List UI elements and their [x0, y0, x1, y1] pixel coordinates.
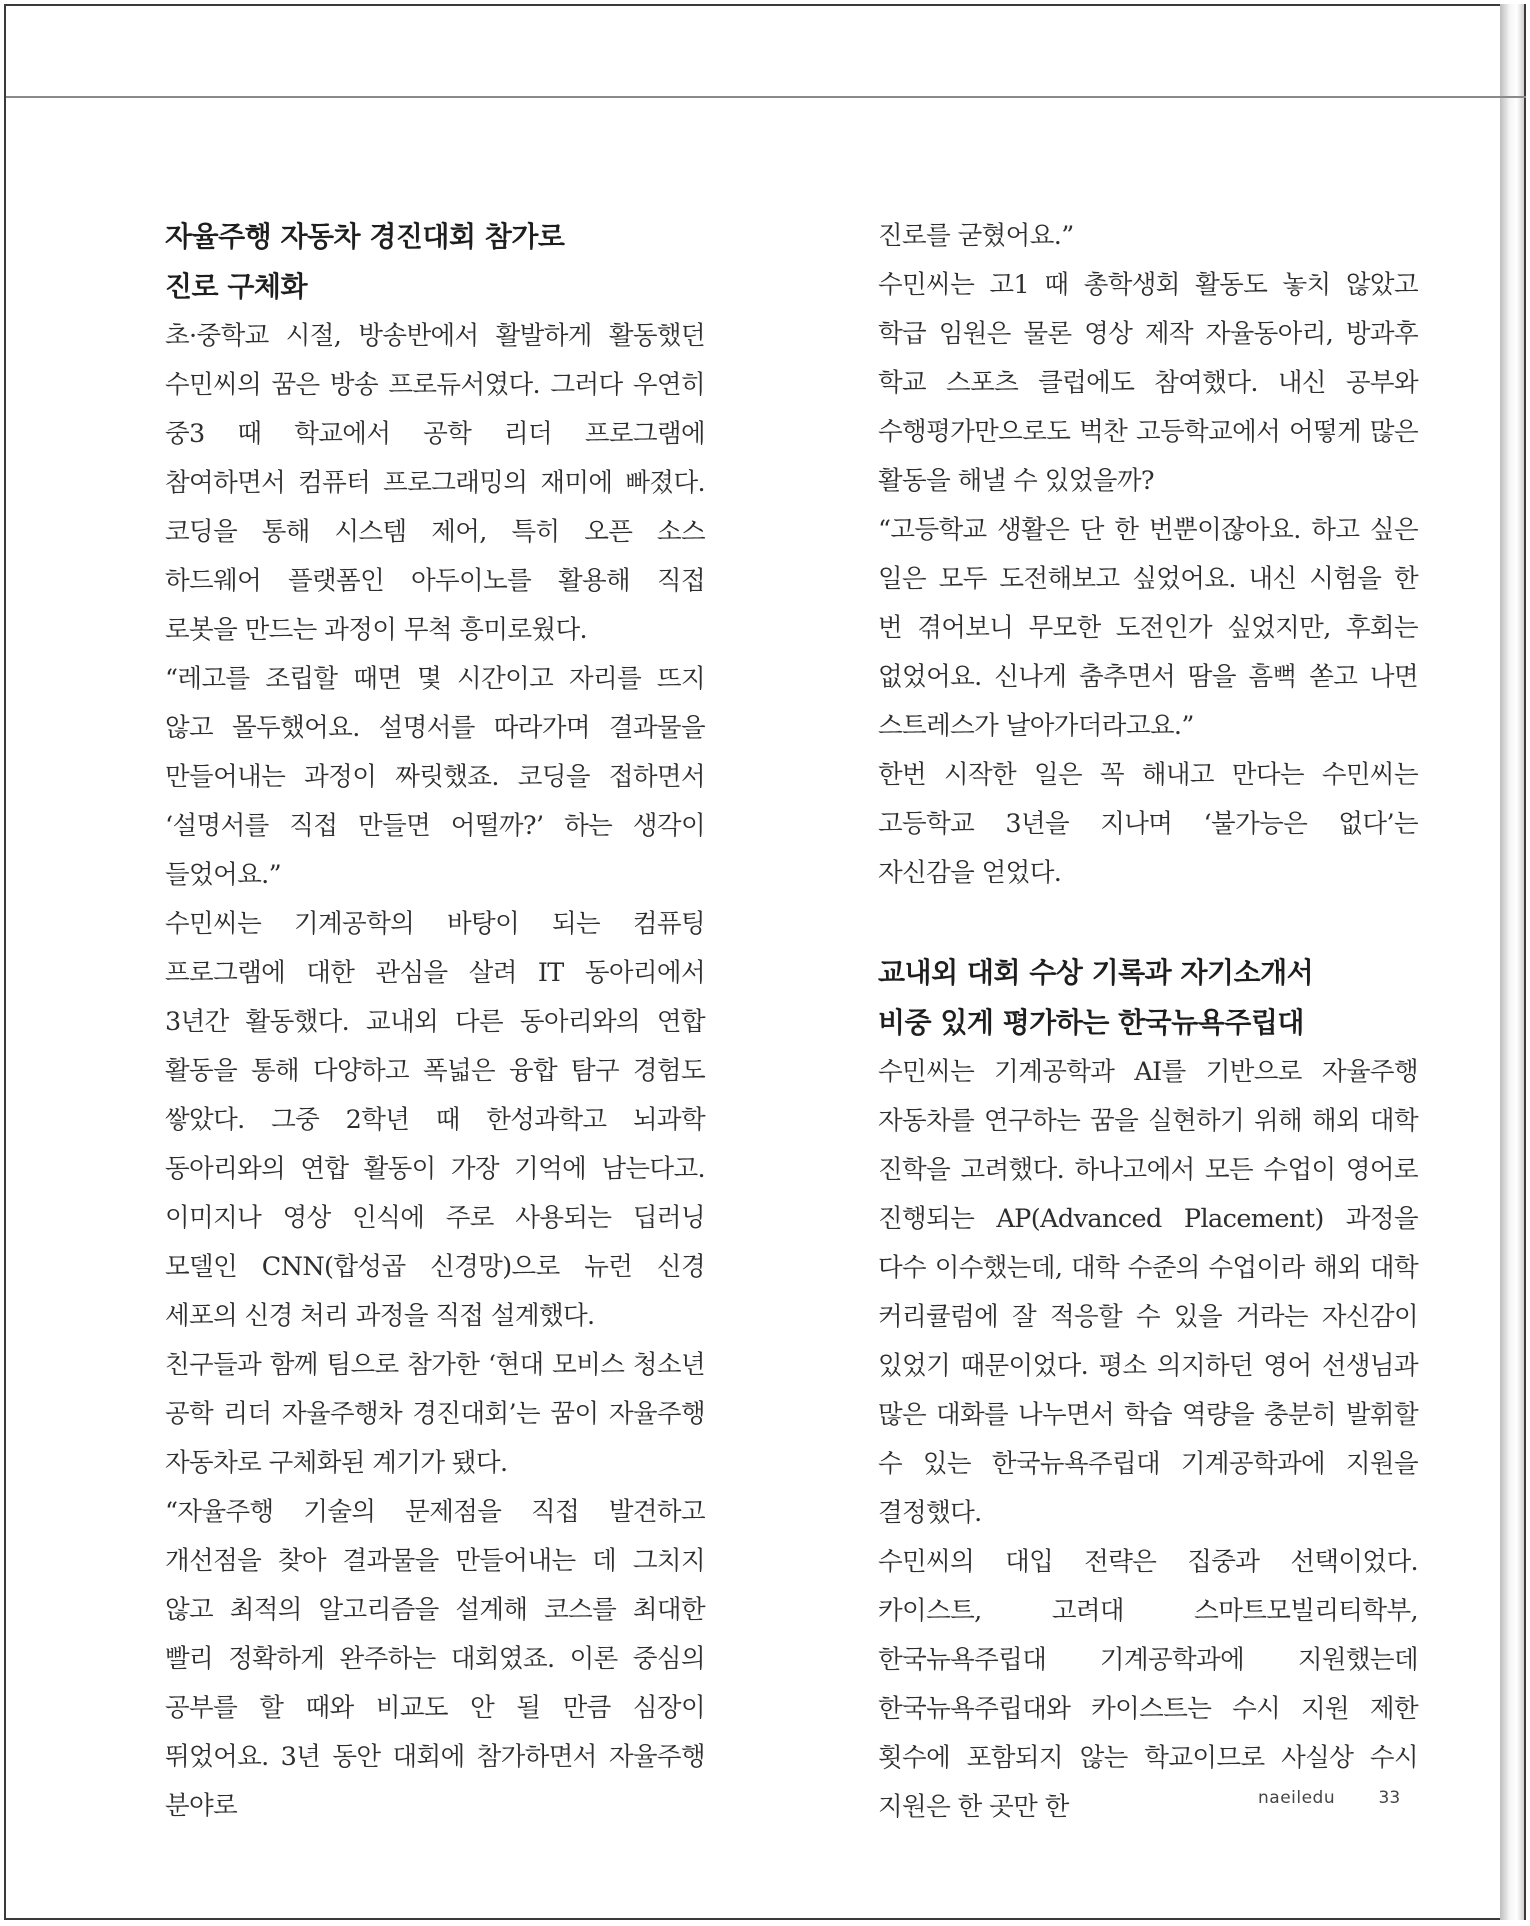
- section-gap: [878, 898, 1418, 948]
- right-column: [878, 212, 1418, 1832]
- left-column: [165, 212, 705, 1831]
- paragraph: “고등학교 생활은 단 한 번뿐이잖아요. 하고 싶은 일은 모두 도전해보고 싶었어요. 내신 시험을 한 번 겪어보니 무모한 도전인가 싶었지만, 후회는 없었어요. 신나게 춤추면서 땀을 흠뻑 쏟고 나면 스트레스가 날아가더라고요.”: [878, 515, 1418, 741]
- header-rule: [6, 96, 1526, 98]
- section-heading-line1: 자율주행 자동차 경진대회 참가로: [165, 220, 565, 253]
- paragraph: 수민씨는 기계공학의 바탕이 되는 컴퓨팅 프로그램에 대한 관심을 살려 IT 동아리에서 3년간 활동했다. 교내외 다른 동아리와의 연합 활동을 통해 다양하고 폭넓은 융합 탐구 경험도 쌓았다. 그중 2학년 때 한성과학고 뇌과학 동아리와의 연합 활동이 가장 기억에 남는다고. 이미지나 영상 인식에 주로 사용되는 딥러닝 모델인 CNN(합성곱 신경망)으로 뉴런 신경 세포의 신경 처리 과정을 직접 설계했다.: [165, 909, 705, 1331]
- paragraph: 초·중학교 시절, 방송반에서 활발하게 활동했던 수민씨의 꿈은 방송 프로듀서였다. 그러다 우연히 중3 때 학교에서 공학 리더 프로그램에 참여하면서 컴퓨터 프로그래밍의 재미에 빠졌다. 코딩을 통해 시스템 제어, 특히 오픈 소스 하드웨어 플랫폼인 아두이노를 활용해 직접 로봇을 만드는 과정이 무척 흥미로웠다.: [165, 321, 705, 645]
- section-heading-line2: 진로 구체화: [165, 270, 307, 303]
- publication-name: naeiledu: [1258, 1788, 1336, 1808]
- page-footer: [1258, 1788, 1400, 1808]
- paragraph: 수민씨는 고1 때 총학생회 활동도 놓치 않았고 학급 임원은 물론 영상 제작 자율동아리, 방과후 학교 스포츠 클럽에도 참여했다. 내신 공부와 수행평가만으로도 벅찬 고등학교에서 어떻게 많은 활동을 해낼 수 있었을까?: [878, 270, 1418, 496]
- paragraph: “자율주행 기술의 문제점을 직접 발견하고 개선점을 찾아 결과물을 만들어내는 데 그치지 않고 최적의 알고리즘을 설계해 코스를 최대한 빨리 정확하게 완주하는 대회였죠. 이론 중심의 공부를 할 때와 비교도 안 될 만큼 심장이 뛰었어요. 3년 동안 대회에 참가하면서 자율주행 분야로: [165, 1497, 705, 1821]
- page-edge: [1500, 4, 1526, 1920]
- paragraph: 수민씨의 대입 전략은 집중과 선택이었다. 카이스트, 고려대 스마트모빌리티학부, 한국뉴욕주립대 기계공학과에 지원했는데 한국뉴욕주립대와 카이스트는 수시 지원 제한 횟수에 포함되지 않는 학교이므로 사실상 수시 지원은 한 곳만 한: [878, 1547, 1418, 1822]
- page-number: 33: [1378, 1788, 1401, 1808]
- paragraph: 친구들과 함께 팀으로 참가한 ‘현대 모비스 청소년 공학 리더 자율주행차 경진대회’는 꿈이 자율주행 자동차로 구체화된 계기가 됐다.: [165, 1350, 705, 1478]
- paragraph: 수민씨는 기계공학과 AI를 기반으로 자율주행 자동차를 연구하는 꿈을 실현하기 위해 해외 대학 진학을 고려했다. 하나고에서 모든 수업이 영어로 진행되는 AP(Advanced Placement) 과정을 다수 이수했는데, 대학 수준의 수업이라 해외 대학 커리큘럼에 잘 적응할 수 있을 거라는 자신감이 있었기 때문이었다. 평소 의지하던 영어 선생님과 많은 대화를 나누면서 학습 역량을 충분히 발휘할 수 있는 한국뉴욕주립대 기계공학과에 지원을 결정했다.: [878, 1057, 1418, 1528]
- paragraph: “레고를 조립할 때면 몇 시간이고 자리를 뜨지 않고 몰두했어요. 설명서를 따라가며 결과물을 만들어내는 과정이 짜릿했죠. 코딩을 접하면서 ‘설명서를 직접 만들면 어떨까?’ 하는 생각이 들었어요.”: [165, 664, 705, 890]
- paragraph: 진로를 굳혔어요.”: [878, 221, 1074, 251]
- section-heading-line1: 교내외 대회 수상 기록과 자기소개서: [878, 956, 1314, 989]
- paragraph: 한번 시작한 일은 꼭 해내고 만다는 수민씨는 고등학교 3년을 지나며 ‘불가능은 없다’는 자신감을 얻었다.: [878, 760, 1418, 888]
- section-heading-line2: 비중 있게 평가하는 한국뉴욕주립대: [878, 1006, 1304, 1039]
